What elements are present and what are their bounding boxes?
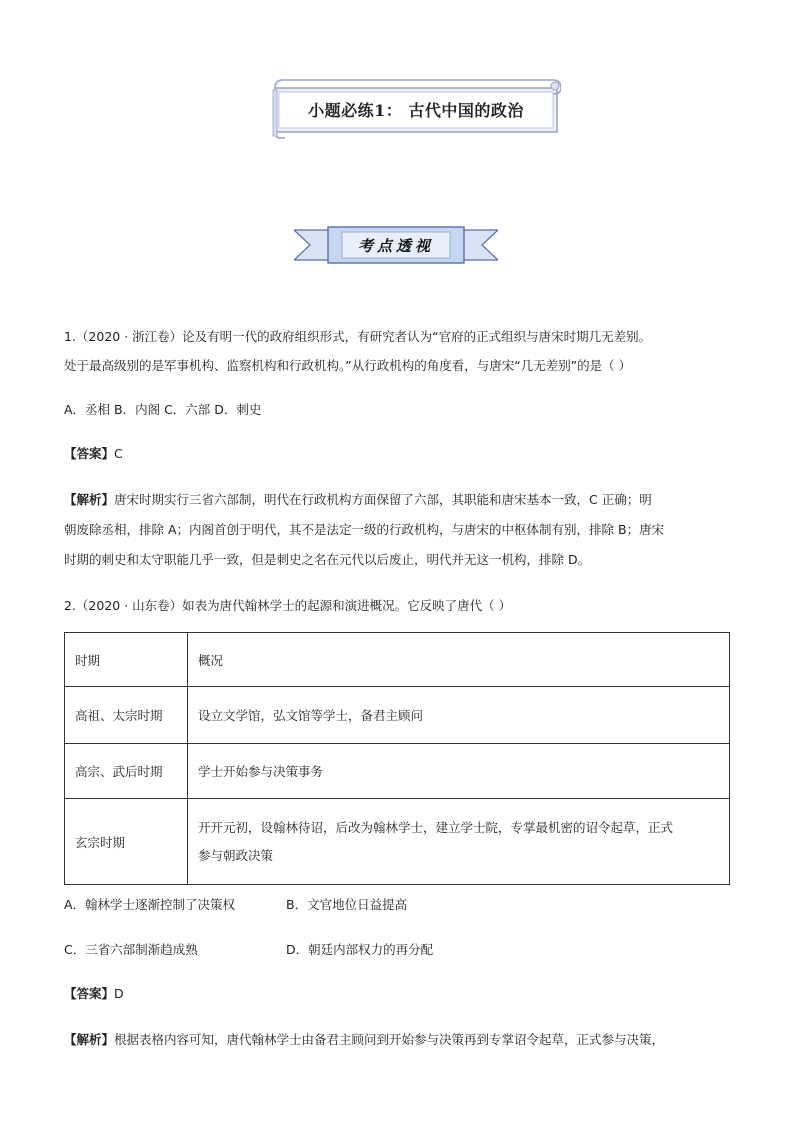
table-cell-multiline: 开开元初，设翰林待诏，后改为翰林学士，建立学士院，专掌最机密的诏令起草，正式 参与朝政决策 xyxy=(188,799,730,885)
q2-option-c: C．三省六部制渐趋成熟 xyxy=(64,942,198,957)
q1-analysis-line-3: 时期的刺史和太守职能几乎一致，但是刺史之名在元代以后废止，明代并无这一机构，排除 D。 xyxy=(64,552,591,567)
q1-answer-value: C xyxy=(114,446,123,461)
table-row xyxy=(65,687,730,744)
q2-answer xyxy=(64,984,124,1004)
q2-analysis-label: 【解析】 xyxy=(64,1032,115,1047)
table-cell: 设立文学馆，弘文馆等学士，备君主顾问 xyxy=(188,687,730,744)
q2-stem: 2.（2020 · 山东卷）如表为唐代翰林学士的起源和演进概况。它反映了唐代（ ） xyxy=(64,598,512,613)
q2-answer-value: D xyxy=(114,986,124,1001)
table-row xyxy=(65,744,730,799)
table-cell: 高祖、太宗时期 xyxy=(65,687,188,744)
table-header-cell: 时期 xyxy=(65,633,188,687)
q1-answer xyxy=(64,444,123,464)
q1-analysis-label: 【解析】 xyxy=(64,492,115,507)
table-cell: 学士开始参与决策事务 xyxy=(188,744,730,799)
q1-options: A．丞相 B．内阁 C．六部 D．刺史 xyxy=(64,402,262,417)
page-title: 小题必练1： 古代中国的政治 xyxy=(308,100,524,120)
q1-analysis-line-1: 【解析】唐宋时期实行三省六部制，明代在行政机构方面保留了六部，其职能和唐宋基本一致，C 正确；明 xyxy=(64,492,652,507)
q2-table xyxy=(64,632,730,885)
q1-analysis-line-2: 朝废除丞相，排除 A；内阁首创于明代，其不是法定一级的行政机构，与唐宋的中枢体制有别，排除 B；唐宋 xyxy=(64,522,665,537)
q1-stem-line-1: 1.（2020 · 浙江卷）论及有明一代的政府组织形式，有研究者认为“官府的正式组织与唐宋时期几无差别。 xyxy=(64,329,652,344)
table-header-cell: 概况 xyxy=(188,633,730,687)
table-cell: 玄宗时期 xyxy=(65,799,188,885)
q1-answer-label: 【答案】 xyxy=(64,446,115,461)
section-banner xyxy=(294,226,498,266)
table-row xyxy=(65,633,730,687)
q2-option-b: B．文官地位日益提高 xyxy=(286,897,408,912)
table-cell: 高宗、武后时期 xyxy=(65,744,188,799)
title-scroll xyxy=(271,78,561,140)
table-row xyxy=(65,799,730,885)
q2-answer-label: 【答案】 xyxy=(64,986,115,1001)
q2-option-d: D．朝廷内部权力的再分配 xyxy=(286,942,434,957)
q1-stem-line-2: 处于最高级别的是军事机构、监察机构和行政机构。”从行政机构的角度看，与唐宋“几无差别”的是（ ） xyxy=(64,358,632,373)
q2-analysis-line-1: 【解析】根据表格内容可知，唐代翰林学士由备君主顾问到开始参与决策再到专掌诏令起草，正式参与决策， xyxy=(64,1032,665,1047)
section-banner-label: 考点透视 xyxy=(357,236,434,255)
q2-option-a: A．翰林学士逐渐控制了决策权 xyxy=(64,897,236,912)
